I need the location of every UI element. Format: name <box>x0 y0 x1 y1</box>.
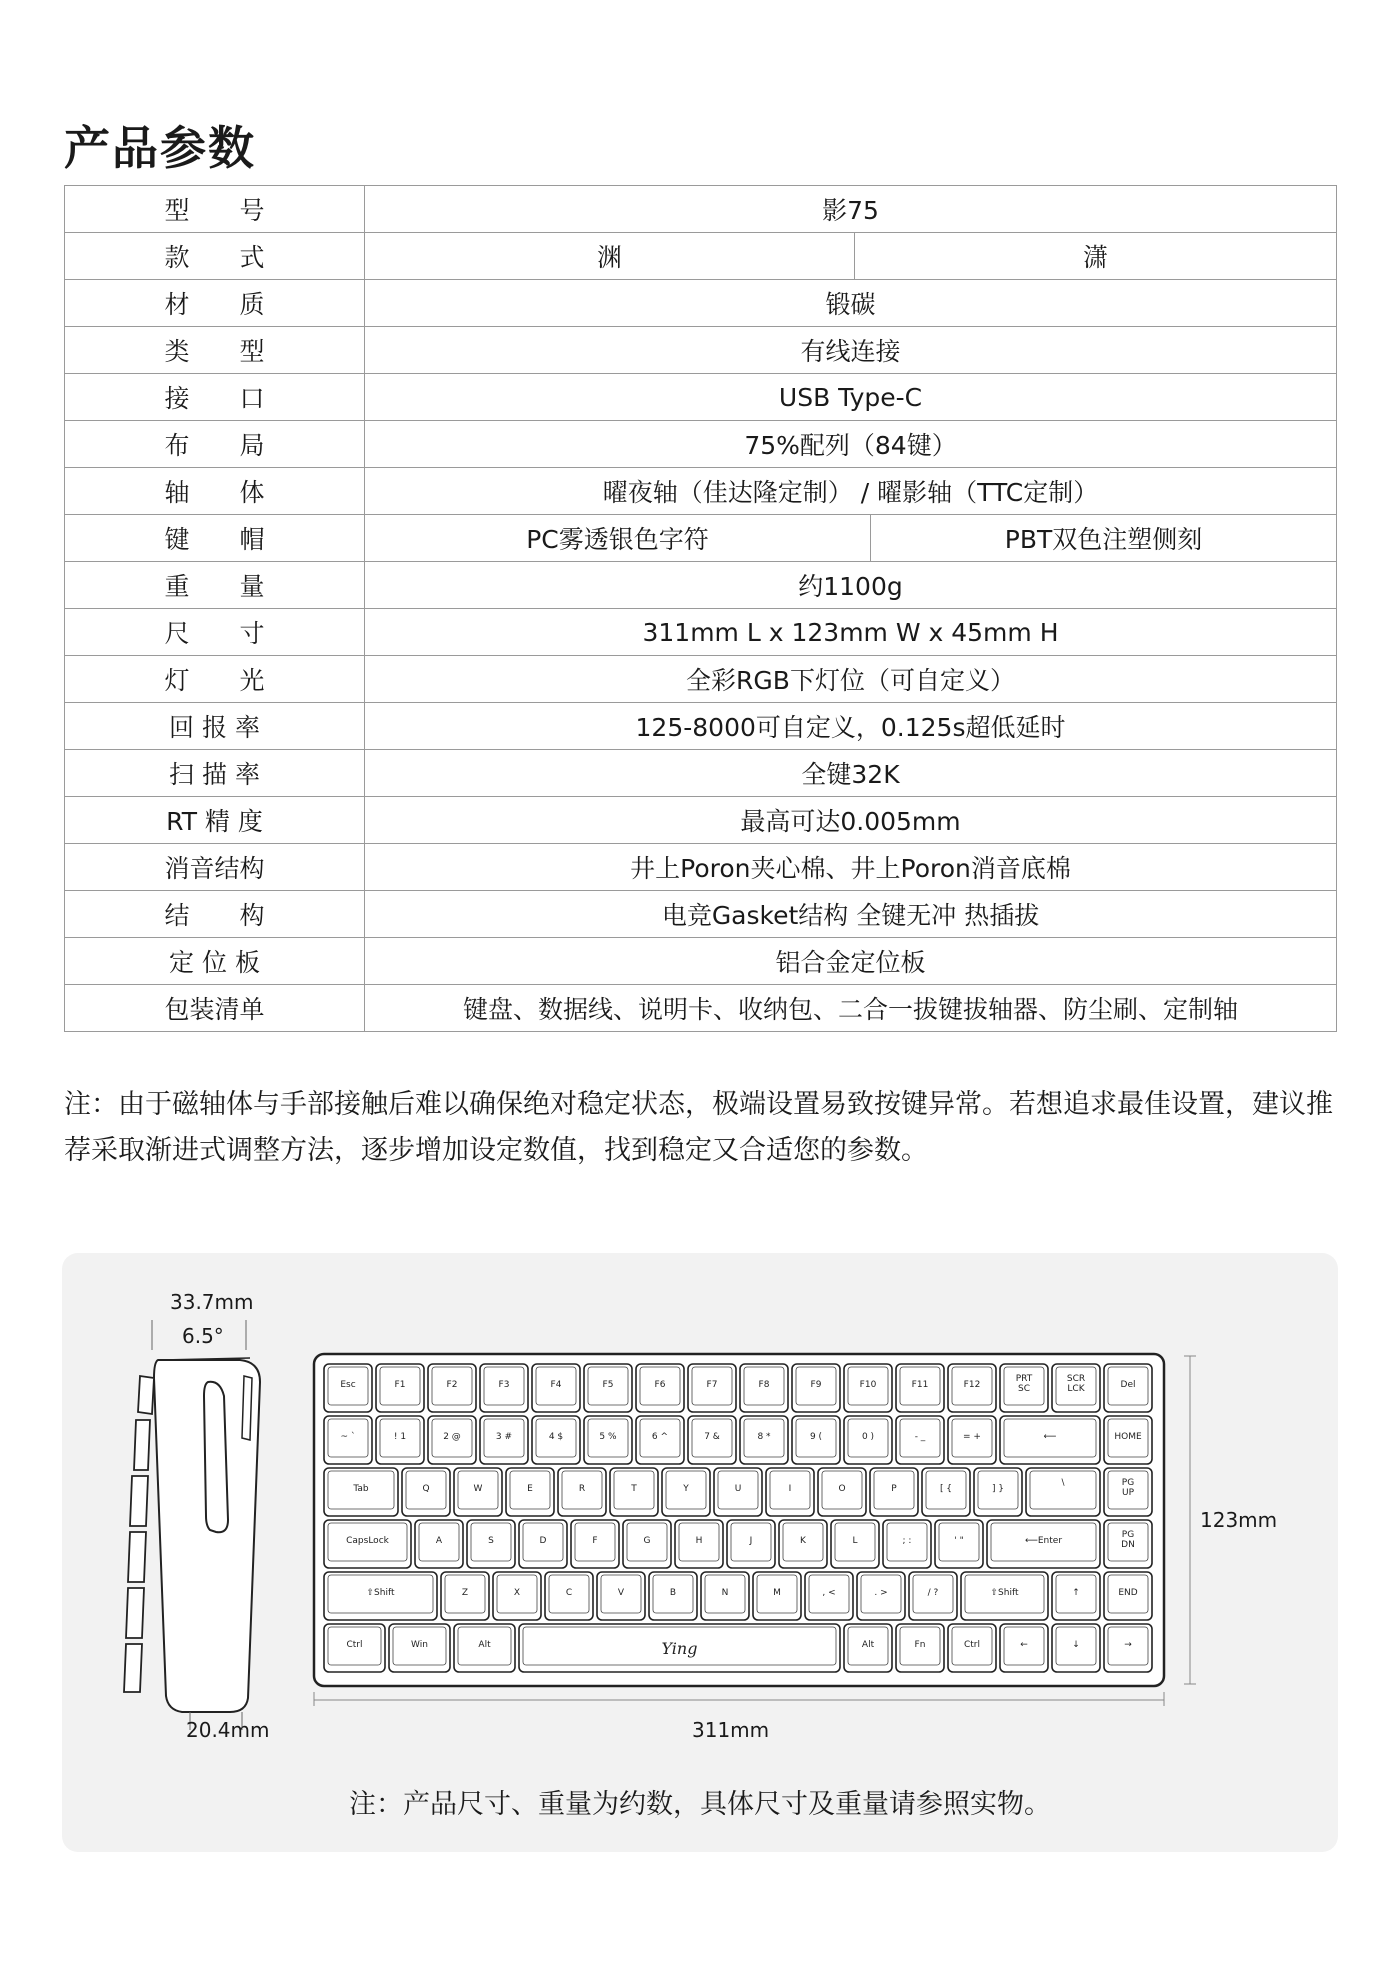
key-label: Ctrl <box>963 1640 981 1650</box>
spec-value: 电竞Gasket结构 全键无冲 热插拔 <box>365 891 1337 938</box>
spec-label: 型 号 <box>65 186 365 233</box>
key-label: P <box>891 1484 897 1494</box>
key-label: I <box>788 1484 792 1494</box>
key-label: R <box>578 1484 586 1494</box>
key-label: F8 <box>758 1380 770 1390</box>
spec-value: 75%配列（84键） <box>365 421 1337 468</box>
key-label: 2 @ <box>443 1432 461 1442</box>
key-label: 3 # <box>495 1432 513 1442</box>
key-label: ' " <box>954 1536 964 1546</box>
key-label: Y <box>683 1484 689 1494</box>
key-label: K <box>800 1536 806 1546</box>
spec-value: 全彩RGB下灯位（可自定义） <box>365 656 1337 703</box>
key-label: → <box>1124 1640 1132 1650</box>
key-label: PG <box>1121 1478 1135 1488</box>
key-label: Win <box>411 1640 428 1650</box>
key-label: V <box>617 1588 625 1598</box>
spec-label: 定 位 板 <box>65 938 365 985</box>
key-label: 8 * <box>757 1432 771 1442</box>
spec-label: 材 质 <box>65 280 365 327</box>
spec-value: 潇 <box>855 233 1337 280</box>
key-label: F3 <box>498 1380 510 1390</box>
spec-value: 锻碳 <box>365 280 1337 327</box>
note-magnetic-switch: 注：由于磁轴体与手部接触后难以确保绝对稳定状态，极端设置易致按键异常。若想追求最佳设置，建议推荐采取渐进式调整方法，逐步增加设定数值，找到稳定又合适您的参数。 <box>64 1089 1333 1166</box>
key-label: F9 <box>810 1380 822 1390</box>
key-label: \ <box>1061 1478 1065 1488</box>
key-label: ↑ <box>1072 1588 1080 1598</box>
keyboard-top-view <box>310 1352 1210 1712</box>
key-label: F <box>592 1536 598 1546</box>
key-label: U <box>734 1484 742 1494</box>
key-label: J <box>749 1536 753 1546</box>
spec-value: 约1100g <box>365 562 1337 609</box>
spec-label: 尺 寸 <box>65 609 365 656</box>
key-label: [ { <box>939 1484 953 1494</box>
key-label: . > <box>874 1588 888 1598</box>
key-label: M <box>773 1588 781 1598</box>
key-label: 4 $ <box>548 1432 564 1442</box>
spec-label: RT 精 度 <box>65 797 365 844</box>
key-label: 9 ( <box>809 1432 823 1442</box>
key-label: F4 <box>550 1380 562 1390</box>
key-label: Tab <box>353 1484 369 1494</box>
spec-label: 灯 光 <box>65 656 365 703</box>
spec-row <box>65 797 1337 844</box>
key-label: HOME <box>1114 1432 1142 1442</box>
key-label: D <box>539 1536 547 1546</box>
key-label: / ? <box>927 1588 939 1598</box>
angle-label: 6.5° <box>182 1324 224 1348</box>
key-label: 6 ^ <box>651 1432 669 1442</box>
key-label: F12 <box>963 1380 981 1390</box>
spec-value: 井上Poron夹心棉、井上Poron消音底棉 <box>365 844 1337 891</box>
spec-value: 最高可达0.005mm <box>365 797 1337 844</box>
key-label: PG <box>1121 1530 1135 1540</box>
spec-label: 回 报 率 <box>65 703 365 750</box>
key-label: F5 <box>602 1380 614 1390</box>
key-label: A <box>435 1536 443 1546</box>
spec-value: PBT双色注塑侧刻 <box>871 515 1337 562</box>
page-title: 产品参数 <box>64 121 256 175</box>
key-label: LCK <box>1067 1384 1085 1394</box>
key-label: ~ ` <box>340 1432 356 1442</box>
spec-value: USB Type-C <box>365 374 1337 421</box>
key-label: ! 1 <box>393 1432 407 1442</box>
spec-row <box>65 233 1337 280</box>
spec-row <box>65 468 1337 515</box>
spec-row <box>65 609 1337 656</box>
key-label: DN <box>1121 1540 1135 1550</box>
key-label: SCR <box>1066 1374 1086 1384</box>
spec-row <box>65 186 1337 233</box>
key-label: 7 & <box>704 1432 720 1442</box>
key-label: Alt <box>478 1640 491 1650</box>
key-label: PRT <box>1015 1374 1033 1384</box>
spec-row <box>65 515 1337 562</box>
side-width-label: 33.7mm <box>170 1290 254 1314</box>
spec-row <box>65 280 1337 327</box>
key-label: Del <box>1120 1380 1136 1390</box>
key-label: Ctrl <box>346 1640 363 1650</box>
spec-row <box>65 938 1337 985</box>
key-label: H <box>695 1536 703 1546</box>
spec-label: 结 构 <box>65 891 365 938</box>
spec-label: 款 式 <box>65 233 365 280</box>
depth-label: 123mm <box>1200 1508 1278 1532</box>
key-label: T <box>631 1484 637 1494</box>
key-label: S <box>488 1536 494 1546</box>
spec-row <box>65 985 1337 1032</box>
key-label: X <box>513 1588 521 1598</box>
spec-label: 扫 描 率 <box>65 750 365 797</box>
key-label: ; : <box>902 1536 912 1546</box>
length-label: 311mm <box>692 1718 770 1742</box>
key-label: F1 <box>394 1380 406 1390</box>
spec-label: 接 口 <box>65 374 365 421</box>
side-view-diagram <box>110 1320 270 1730</box>
spec-value: 键盘、数据线、说明卡、收纳包、二合一拔键拔轴器、防尘刷、定制轴 <box>365 985 1337 1032</box>
spec-row <box>65 421 1337 468</box>
note-approximate-dimensions: 注：产品尺寸、重量为约数，具体尺寸及重量请参照实物。 <box>349 1789 1051 1820</box>
key-label: Fn <box>914 1640 926 1650</box>
spec-label: 类 型 <box>65 327 365 374</box>
key-label: SC <box>1018 1384 1030 1394</box>
spec-value: PC雾透银色字符 <box>365 515 871 562</box>
spec-label: 消音结构 <box>65 844 365 891</box>
key-label: C <box>565 1588 573 1598</box>
key-label: W <box>473 1484 483 1494</box>
key-label: 5 % <box>599 1432 617 1442</box>
front-height-label: 20.4mm <box>186 1718 270 1742</box>
key-label: Z <box>461 1588 469 1598</box>
key-label: Q <box>422 1484 430 1494</box>
key-label: Esc <box>340 1380 356 1390</box>
key-label: F11 <box>911 1380 929 1390</box>
key-label: L <box>852 1536 858 1546</box>
spec-row <box>65 656 1337 703</box>
spec-row <box>65 891 1337 938</box>
spec-value: 全键32K <box>365 750 1337 797</box>
key-label: , < <box>822 1588 836 1598</box>
spec-row <box>65 844 1337 891</box>
spec-row <box>65 750 1337 797</box>
spec-table <box>64 185 1337 1032</box>
spec-row <box>65 327 1337 374</box>
key-label: E <box>527 1484 533 1494</box>
spec-value: 311mm L x 123mm W x 45mm H <box>365 609 1337 656</box>
key-label: CapsLock <box>346 1536 389 1546</box>
key-label: ] } <box>991 1484 1005 1494</box>
key-label: = + <box>963 1432 981 1442</box>
key-label: O <box>838 1484 846 1494</box>
key-label: F2 <box>446 1380 458 1390</box>
spec-label: 键 帽 <box>65 515 365 562</box>
key-label: UP <box>1121 1488 1135 1498</box>
key-label: ↓ <box>1072 1640 1080 1650</box>
key-label: 0 ) <box>861 1432 875 1442</box>
spec-row <box>65 374 1337 421</box>
spec-row <box>65 562 1337 609</box>
key-label: ⇧Shift <box>366 1588 395 1598</box>
key-label: G <box>643 1536 651 1546</box>
key-label: F7 <box>706 1380 718 1390</box>
spec-value: 铝合金定位板 <box>365 938 1337 985</box>
spec-value: 有线连接 <box>365 327 1337 374</box>
key-label: F10 <box>859 1380 877 1390</box>
key-label: ⟵ <box>1043 1432 1057 1442</box>
spec-label: 轴 体 <box>65 468 365 515</box>
spec-label: 包装清单 <box>65 985 365 1032</box>
key-label: ⇧Shift <box>990 1588 1019 1598</box>
key-label: B <box>669 1588 677 1598</box>
key-label: Alt <box>861 1640 875 1650</box>
key-label: F6 <box>654 1380 666 1390</box>
spec-value: 125-8000可自定义，0.125s超低延时 <box>365 703 1337 750</box>
spec-value: 影75 <box>365 186 1337 233</box>
spec-value: 曜夜轴（佳达隆定制） / 曜影轴（TTC定制） <box>365 468 1337 515</box>
spacebar-logo: Ying <box>661 1639 698 1658</box>
key-label: - _ <box>914 1432 926 1442</box>
spec-label: 重 量 <box>65 562 365 609</box>
key-label: ← <box>1020 1640 1028 1650</box>
spec-label: 布 局 <box>65 421 365 468</box>
spec-value: 渊 <box>365 233 855 280</box>
key-label: ⟵Enter <box>1024 1536 1063 1546</box>
key-label: N <box>721 1588 729 1598</box>
key-label: END <box>1118 1588 1138 1598</box>
spec-row <box>65 703 1337 750</box>
